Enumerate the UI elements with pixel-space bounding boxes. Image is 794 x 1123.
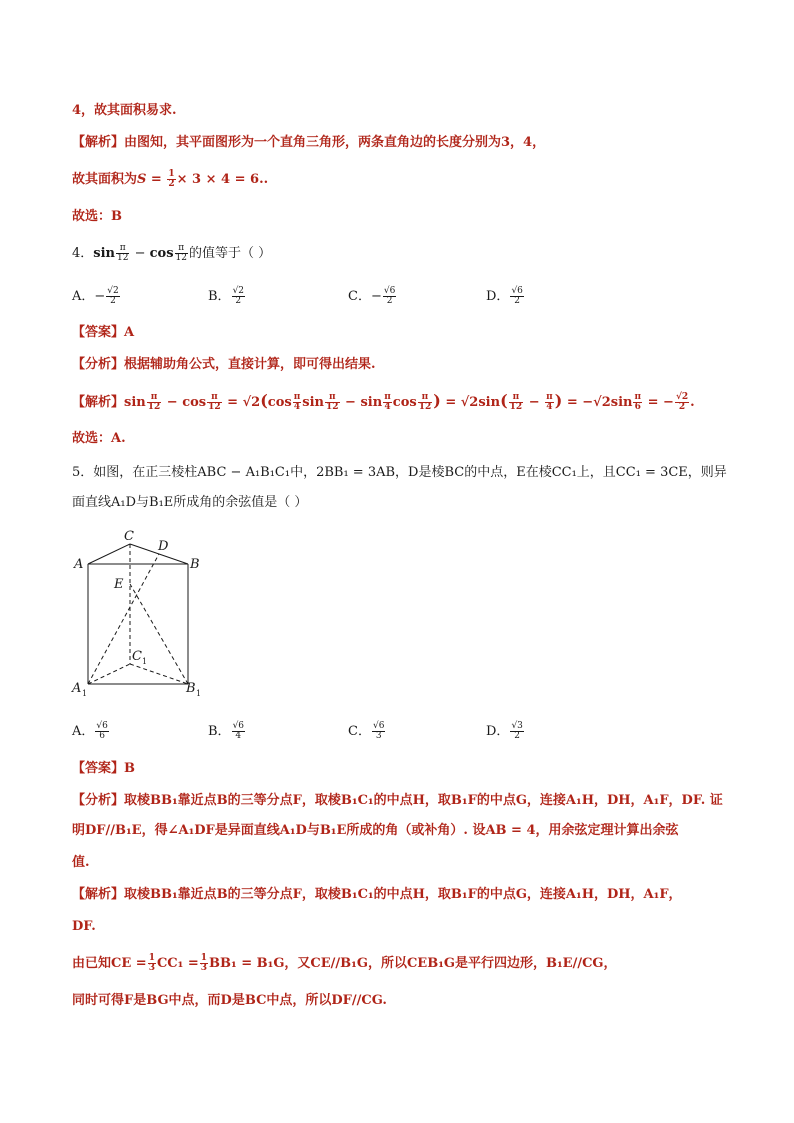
frac-den: 2 (110, 296, 116, 306)
q5-stem-line1 (72, 464, 727, 482)
p3-area (72, 170, 268, 189)
edge-a1c1 (88, 664, 130, 684)
frac-den: 6 (99, 731, 105, 741)
q4-fenxi (72, 356, 376, 374)
q5-fenxi-line1 (72, 792, 723, 810)
paren: ) (554, 391, 563, 410)
frac-sqrt6-2 (510, 287, 523, 306)
fenxi-tag: 【分析】 (72, 357, 125, 372)
frac-den: 6 (634, 402, 641, 412)
q5-jiexi-line1 (72, 886, 682, 904)
frac-num: √6 (372, 721, 385, 731)
frac-pi-12 (325, 393, 340, 412)
seg-a1d (88, 554, 159, 684)
paren: ) (433, 391, 441, 410)
frac-den: 3 (148, 963, 155, 973)
answer-tag: 【答案】 (72, 325, 125, 340)
fn-cos: cos (182, 395, 207, 410)
label-a1-sub: 1 (82, 689, 88, 698)
op-minus: − (94, 289, 106, 304)
frac-den: 4 (235, 731, 242, 741)
option-label: C． (348, 289, 371, 304)
frac-num: π (546, 392, 553, 402)
fn-cos: cos (149, 246, 174, 261)
frac-den: 12 (509, 402, 523, 412)
frac-num: √2 (232, 286, 245, 296)
frac-num: √6 (383, 286, 396, 296)
q5-jiexi-line4: 同时可得F是BG中点，而D是BC中点，所以DF//CG. (72, 993, 387, 1008)
q4-stem (72, 244, 271, 263)
area-expr: × 3 × 4 = 6.. (176, 172, 269, 187)
frac-num: 1 (168, 169, 175, 179)
q4-option-d[interactable] (486, 287, 525, 306)
fenxi-text: 取棱BB₁靠近点B的三等分点F，取棱B₁C₁的中点H，取B₁F的中点G，连接A₁H，DH，A₁F，DF. 证 (124, 793, 723, 808)
label-d: D (158, 539, 169, 554)
frac-1-3 (200, 954, 208, 973)
frac-pi-4 (383, 393, 392, 412)
fenxi-text: 根据辅助角公式，直接计算，即可得出结果. (124, 357, 376, 372)
period: . (690, 395, 695, 410)
answer-tag: 【答案】 (72, 761, 125, 776)
jiexi-text: 由图知，其平面图形为一个直角三角形，两条直角边的长度分别为3，4， (124, 135, 546, 150)
frac-den: 12 (418, 402, 432, 412)
option-label: A． (72, 724, 95, 739)
label-c1-sub: 1 (142, 657, 148, 666)
answer-value: B (124, 761, 136, 776)
prism-figure (66, 522, 216, 704)
frac-den: 4 (293, 402, 301, 412)
q4-jiexi (72, 392, 695, 412)
q5-number: 5． (72, 465, 94, 480)
fn-sin: sin (302, 395, 324, 410)
frac-den: 2 (678, 402, 686, 412)
paren: ( (260, 391, 268, 410)
answer-value: A (124, 325, 135, 340)
q4-option-b[interactable] (208, 287, 246, 306)
label-b: B (190, 557, 200, 572)
fenxi-tag: 【分析】 (72, 793, 125, 808)
frac-sqrt2-2 (106, 287, 119, 306)
fn-cos: cos (392, 395, 417, 410)
frac-num: √6 (511, 286, 523, 296)
frac-num: √2 (107, 286, 119, 296)
frac-den: 4 (384, 402, 391, 412)
q4-stem-suffix: 的值等于（ ） (188, 246, 272, 261)
frac-pi-12 (207, 393, 222, 412)
frac-pi-4 (545, 393, 554, 412)
q5-fenxi-line3: 值. (72, 855, 90, 870)
frac-sqrt2-2 (675, 393, 689, 412)
frac-sqrt6-2 (383, 287, 396, 306)
paren: ( (500, 391, 508, 410)
frac-den: 2 (235, 296, 242, 306)
frac-num: √6 (96, 721, 108, 731)
q5-jiexi-line2: DF. (72, 919, 96, 934)
q4-option-c[interactable] (348, 287, 397, 306)
frac-den: 3 (375, 731, 382, 741)
q4-number: 4． (72, 246, 94, 261)
q5-jiexi-line3 (72, 954, 617, 973)
fn-sin: sin (610, 395, 633, 410)
label-c: C (124, 529, 134, 544)
p3-choice: 故选：B (72, 209, 122, 224)
p3-jiexi (72, 134, 545, 152)
q4-option-a[interactable] (72, 287, 121, 306)
frac-1-3 (148, 954, 156, 973)
area-prefix: 故其面积为 (72, 172, 138, 187)
jiexi-tag: 【解析】 (72, 395, 125, 410)
sqrt2: √2 (242, 395, 261, 410)
op-eq: = (222, 395, 243, 410)
frac-num: π (147, 393, 162, 403)
label-e: E (114, 577, 124, 592)
q5-option-d[interactable] (486, 722, 525, 741)
frac-num: π (634, 392, 642, 402)
op-minus: − (663, 395, 674, 410)
op-eq: = (643, 395, 664, 410)
frac-den: 12 (326, 402, 339, 412)
frac-den: 2 (514, 731, 521, 741)
frac-pi-12 (509, 393, 524, 412)
option-label: D． (486, 724, 510, 739)
option-label: B． (208, 289, 231, 304)
op-eq: = (562, 395, 583, 410)
option-label: B． (208, 724, 231, 739)
frac-num: √2 (675, 392, 689, 402)
frac-den: 3 (200, 963, 208, 973)
fn-cos: cos (267, 395, 292, 410)
option-label: D． (486, 289, 510, 304)
frac-num: 1 (200, 953, 208, 963)
sqrt2: √2 (460, 395, 479, 410)
frac-den: 12 (147, 402, 161, 412)
q5-option-c[interactable] (348, 722, 386, 741)
jiexi-tag: 【解析】 (72, 135, 125, 150)
frac-1-2 (167, 170, 175, 189)
frac-num: √6 (232, 721, 245, 731)
seg-b1e (130, 584, 188, 684)
jiexi3-rest: BB₁ = B₁G，又CE//B₁G，所以CEB₁G是平行四边形，B₁E//CG， (209, 956, 617, 971)
label-b1: B (186, 681, 196, 696)
frac-num: π (509, 393, 524, 403)
frac-pi-12 (418, 393, 433, 412)
fn-sin: sin (360, 395, 383, 410)
frac-den: 2 (386, 296, 393, 306)
q5-answer (72, 760, 135, 778)
option-label: A． (72, 289, 95, 304)
jiexi-tag: 【解析】 (72, 887, 125, 902)
frac-sqrt2-2 (232, 287, 245, 306)
frac-pi-12 (116, 244, 129, 263)
op-minus: − (130, 246, 150, 261)
jiexi-text: 取棱BB₁靠近点B的三等分点F，取棱B₁C₁的中点H，取B₁F的中点G，连接A₁H，DH，A₁F， (124, 887, 682, 902)
fn-sin: sin (478, 395, 501, 410)
label-b1-sub: 1 (196, 689, 202, 698)
jiexi3-prefix: 由已知CE = (72, 956, 147, 971)
frac-num: π (175, 244, 188, 254)
fn-sin: sin (93, 246, 115, 261)
op-eq: = (440, 395, 461, 410)
frac-sqrt6-4 (232, 722, 245, 741)
area-s: S = (137, 172, 167, 187)
frac-num: π (325, 393, 340, 403)
label-a1: A (72, 681, 82, 696)
frac-sqrt6-6 (95, 722, 108, 741)
frac-den: 2 (514, 296, 521, 306)
frac-sqrt6-3 (372, 722, 385, 741)
q5-option-b[interactable] (208, 722, 246, 741)
frac-pi-6 (633, 393, 642, 412)
frac-num: π (207, 393, 222, 403)
op-minus: − (582, 395, 594, 410)
q5-fenxi-line2: 明DF//B₁E，得∠A₁DF是异面直线A₁D与B₁E所成的角（或补角）. 设AB = 4，用余弦定理计算出余弦 (72, 823, 679, 838)
q5-stem1: 如图，在正三棱柱ABC − A₁B₁C₁中，2BB₁ = 3AB，D是棱BC的中点，E在棱CC₁上，且CC₁ = 3CE，则异 (93, 465, 727, 480)
frac-num: π (418, 393, 433, 403)
frac-pi-12 (175, 244, 188, 263)
frac-den: 2 (168, 179, 175, 189)
frac-num: √3 (511, 721, 523, 731)
jiexi3-mid: CC₁ = (156, 956, 199, 971)
edge-c1b1 (130, 664, 188, 684)
fn-sin: sin (124, 395, 146, 410)
frac-den: 12 (208, 402, 221, 412)
frac-den: 4 (546, 402, 553, 412)
q4-choice: 故选：A. (72, 431, 126, 446)
frac-num: π (384, 392, 391, 402)
frac-den: 12 (175, 253, 187, 263)
frac-pi-12 (147, 393, 162, 412)
frac-sqrt3-2 (510, 722, 523, 741)
op-minus: − (524, 395, 545, 410)
q5-stem-line2: 面直线A₁D与B₁E所成角的余弦值是（ ） (72, 495, 308, 510)
sqrt2: √2 (593, 395, 611, 410)
label-c1: C (132, 649, 142, 664)
frac-num: π (293, 392, 301, 402)
frac-pi-4 (293, 393, 302, 412)
option-label: C． (348, 724, 371, 739)
p3-tail: 4，故其面积易求. (72, 103, 177, 118)
frac-num: 1 (148, 953, 155, 963)
edge-ac (88, 544, 130, 564)
label-a: A (74, 557, 84, 572)
op-minus: − (340, 395, 361, 410)
op-minus: − (162, 395, 183, 410)
q4-answer (72, 324, 134, 342)
q5-option-a[interactable] (72, 722, 110, 741)
op-minus: − (370, 289, 382, 304)
frac-den: 12 (117, 253, 129, 263)
frac-num: π (116, 244, 129, 254)
